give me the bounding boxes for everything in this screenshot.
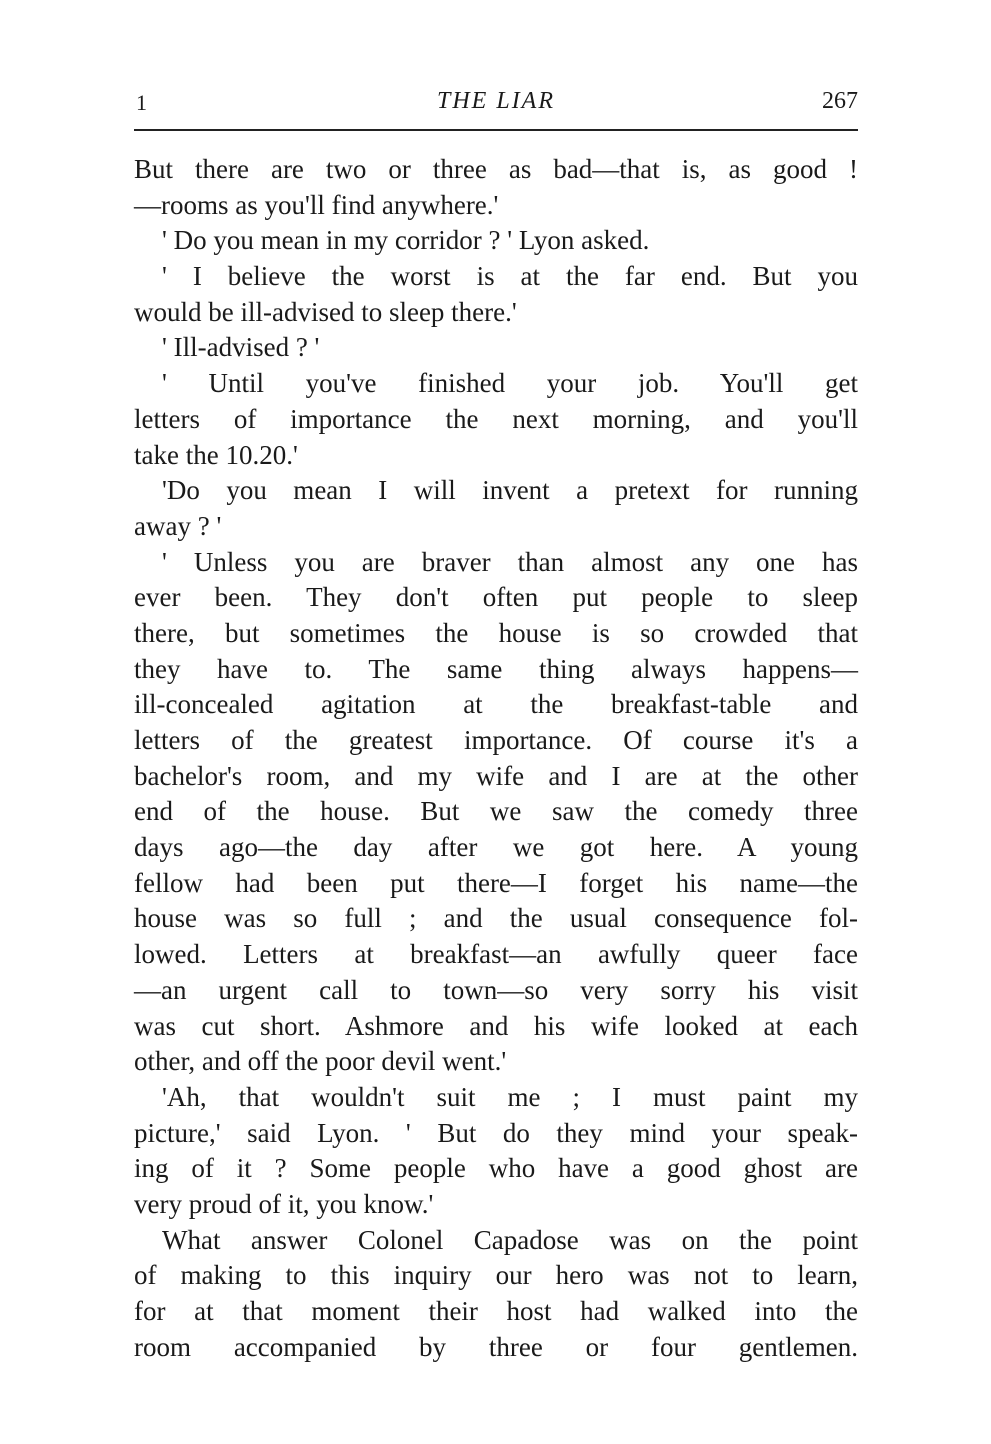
text-line: picture,' said Lyon. ' But do they mind your speak-	[134, 1117, 858, 1148]
text-line: away ? '	[134, 510, 222, 541]
text-line: ' Ill-advised ? '	[162, 332, 320, 363]
text-line: letters of the greatest importance. Of course it's a	[134, 725, 858, 755]
text-line: would be ill-advised to sleep there.'	[134, 296, 517, 327]
text-line: there, but sometimes the house is so crowded that	[134, 617, 858, 648]
text-body	[134, 152, 858, 1365]
header-rule	[134, 129, 858, 131]
text-line: ' Do you mean in my corridor ? ' Lyon asked.	[162, 225, 650, 256]
text-line: —an urgent call to town—so very sorry his visit	[134, 974, 858, 1005]
page-number: 267	[822, 88, 858, 114]
text-line: ill-concealed agitation at the breakfast-table and	[134, 689, 858, 720]
text-line: days ago—the day after we got here. A young	[134, 832, 858, 863]
text-line: ever been. They don't often put people to sleep	[134, 582, 858, 613]
signature-mark: 1	[136, 90, 147, 115]
text-line: was cut short. Ashmore and his wife looked at each	[134, 1010, 858, 1041]
text-line: end of the house. But we saw the comedy three	[134, 796, 858, 827]
text-line: house was so full ; and the usual consequence fol-	[134, 903, 858, 934]
text-line: letters of importance the next morning, and you'll	[134, 403, 858, 434]
running-head	[134, 86, 858, 120]
text-line: take the 10.20.'	[134, 439, 298, 470]
text-line: lowed. Letters at breakfast—an awfully queer face	[134, 939, 858, 970]
text-line: But there are two or three as bad—that is, as good !	[134, 154, 858, 184]
text-line: —rooms as you'll find anywhere.'	[134, 189, 499, 220]
text-line: bachelor's room, and my wife and I are at the other	[134, 760, 858, 791]
text-line: for at that moment their host had walked into the	[134, 1296, 858, 1326]
text-line: What answer Colonel Capadose was on the point	[162, 1224, 858, 1255]
text-line: 'Ah, that wouldn't suit me ; I must paint my	[162, 1081, 858, 1112]
text-line: ' Until you've finished your job. You'll get	[162, 368, 858, 399]
text-line: ' I believe the worst is at the far end. But you	[162, 261, 858, 292]
text-line: ' Unless you are braver than almost any one has	[162, 546, 858, 577]
text-line: room accompanied by three or four gentlemen.	[134, 1331, 858, 1362]
text-line: they have to. The same thing always happens—	[134, 653, 858, 684]
text-line: ing of it ? Some people who have a good ghost are	[134, 1153, 858, 1184]
text-line: 'Do you mean I will invent a pretext for running	[162, 475, 858, 506]
text-line: other, and off the poor devil went.'	[134, 1046, 507, 1077]
text-line: very proud of it, you know.'	[134, 1188, 434, 1219]
text-line: fellow had been put there—I forget his name—the	[134, 867, 858, 898]
running-title: THE LIAR	[437, 88, 555, 114]
text-line: of making to this inquiry our hero was not to learn,	[134, 1260, 858, 1291]
